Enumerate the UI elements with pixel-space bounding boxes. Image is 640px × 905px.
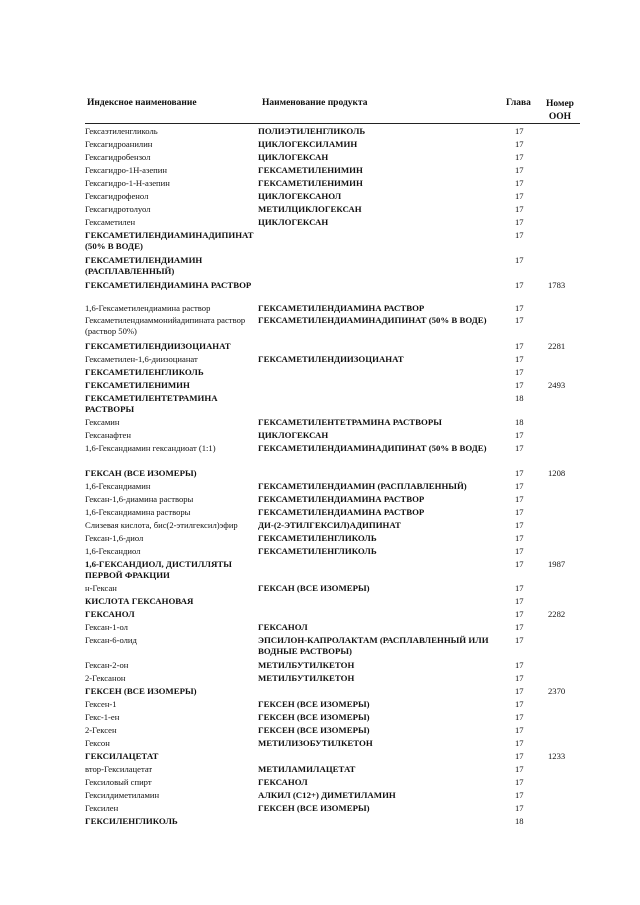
index-name-cell: Гексагидроанилин — [85, 139, 153, 149]
index-name-cell: Гексагидробензол — [85, 152, 151, 162]
table-row — [85, 217, 580, 230]
chapter-cell: 17 — [515, 152, 524, 162]
chapter-cell: 17 — [515, 468, 524, 478]
table-row — [85, 341, 580, 354]
product-name-cell: АЛКИЛ (С12+) ДИМЕТИЛАМИН — [258, 790, 396, 800]
chapter-cell: 17 — [515, 686, 524, 696]
index-name-cell: Гексагидро-1-Н-азепин — [85, 178, 170, 188]
chapter-cell: 17 — [515, 303, 524, 313]
un-number-cell: 2281 — [548, 341, 566, 351]
index-name-cell: Гексамин — [85, 417, 120, 427]
chapter-cell: 17 — [515, 217, 524, 227]
table-row — [85, 622, 580, 635]
index-name-cell: Гексиловый спирт — [85, 777, 152, 787]
product-name-cell: ГЕКСЕН (ВСЕ ИЗОМЕРЫ) — [258, 699, 370, 709]
product-name-cell: ГЕКСАМЕТИЛЕНИМИН — [258, 178, 363, 188]
chapter-cell: 17 — [515, 751, 524, 761]
table-row — [85, 673, 580, 686]
table-row — [85, 191, 580, 204]
product-name-cell: ЦИКЛОГЕКСАНОЛ — [258, 191, 342, 201]
table-row — [85, 583, 580, 596]
chapter-cell: 17 — [515, 533, 524, 543]
product-name-cell: ГЕКСАМЕТИЛЕНДИИЗОЦИАНАТ — [258, 354, 404, 364]
index-name-cell: Гексагидро-1Н-азепин — [85, 165, 167, 175]
product-name-cell: ЦИКЛОГЕКСАН — [258, 217, 329, 227]
product-name-cell: МЕТИЛБУТИЛКЕТОН — [258, 673, 355, 683]
product-name-cell: МЕТИЛЦИКЛОГЕКСАН — [258, 204, 362, 214]
index-name-cell: Гексаметилен-1,6-диизоцианат — [85, 354, 198, 364]
table-row — [85, 354, 580, 367]
table-row — [85, 533, 580, 546]
index-name-cell: ГЕКСИЛАЦЕТАТ — [85, 751, 159, 761]
product-name-cell: ГЕКСЕН (ВСЕ ИЗОМЕРЫ) — [258, 712, 370, 722]
chapter-cell: 17 — [515, 546, 524, 556]
table-row — [85, 559, 580, 583]
chapter-cell: 17 — [515, 635, 524, 645]
table-row — [85, 699, 580, 712]
index-name-cell: Гексилдиметиламин — [85, 790, 160, 800]
chapter-cell: 17 — [515, 230, 524, 240]
chapter-cell: 17 — [515, 725, 524, 735]
product-name-cell: ГЕКСАМЕТИЛЕНДИАМИН (РАСПЛАВЛЕННЫЙ) — [258, 481, 467, 491]
table-row — [85, 315, 580, 341]
table-row — [85, 635, 580, 660]
index-name-cell: Гексан-6-олид — [85, 635, 137, 645]
chapter-cell: 17 — [515, 354, 524, 364]
index-name-cell: 2-Гексен — [85, 725, 117, 735]
table-row — [85, 255, 580, 280]
table-row — [85, 546, 580, 559]
index-name-cell: Гексан-1,6-диамина растворы — [85, 494, 194, 504]
product-name-cell: ПОЛИЭТИЛЕНГЛИКОЛЬ — [258, 126, 366, 136]
product-name-cell: МЕТИЛБУТИЛКЕТОН — [258, 660, 355, 670]
product-name-cell: ГЕКСАМЕТИЛЕНДИАМИНА РАСТВОР — [258, 303, 425, 313]
un-number-cell: 1987 — [548, 559, 566, 569]
un-number-cell: 1783 — [548, 280, 566, 290]
index-name-cell: ГЕКСАМЕТИЛЕНДИАМИН (РАСПЛАВЛЕННЫЙ) — [85, 255, 203, 276]
chapter-cell: 17 — [515, 494, 524, 504]
chapter-cell: 17 — [515, 777, 524, 787]
un-number-cell: 1208 — [548, 468, 566, 478]
product-name-cell: ГЕКСАМЕТИЛЕНДИАМИНАДИПИНАТ (50% В ВОДЕ) — [258, 315, 487, 325]
table-row — [85, 468, 580, 481]
chapter-cell: 17 — [515, 803, 524, 813]
table-row — [85, 417, 580, 430]
chapter-cell: 17 — [515, 255, 524, 265]
chapter-cell: 17 — [515, 430, 524, 440]
product-name-cell: ЦИКЛОГЕКСАН — [258, 430, 329, 440]
product-name-cell: ГЕКСЕН (ВСЕ ИЗОМЕРЫ) — [258, 725, 370, 735]
index-name-cell: втор-Гексилацетат — [85, 764, 153, 774]
table-row — [85, 204, 580, 217]
chapter-cell: 17 — [515, 507, 524, 517]
chapter-cell: 17 — [515, 341, 524, 351]
chapter-cell: 17 — [515, 380, 524, 390]
table-row — [85, 660, 580, 673]
table-row — [85, 596, 580, 609]
table-header — [85, 96, 580, 126]
chapter-cell: 18 — [515, 393, 524, 403]
table-row — [85, 777, 580, 790]
table-row — [85, 165, 580, 178]
table-row — [85, 609, 580, 622]
chapter-cell: 17 — [515, 367, 524, 377]
index-name-cell: ГЕКСАМЕТИЛЕНГЛИКОЛЬ — [85, 367, 204, 377]
table-row — [85, 725, 580, 738]
table-row — [85, 280, 580, 303]
table-row — [85, 380, 580, 393]
product-name-cell: ГЕКСАНОЛ — [258, 622, 308, 632]
product-name-cell: ГЕКСАМЕТИЛЕНИМИН — [258, 165, 363, 175]
index-name-cell: Гексан-1,6-диол — [85, 533, 144, 543]
chapter-cell: 17 — [515, 660, 524, 670]
product-name-cell: ГЕКСАМЕТИЛЕНДИАМИНА РАСТВОР — [258, 494, 425, 504]
table-row — [85, 178, 580, 191]
index-name-cell: 1,6-Гександиол — [85, 546, 141, 556]
table-row — [85, 764, 580, 777]
header-index-name: Индексное наименование — [87, 98, 197, 108]
index-name-cell: Слизевая кислота, бис(2-этилгексил)эфир — [85, 520, 238, 530]
index-name-cell: Гексагидрофенол — [85, 191, 149, 201]
index-name-cell: Гексаметилен — [85, 217, 136, 227]
index-name-cell: н-Гексан — [85, 583, 117, 593]
product-name-cell: ГЕКСАМЕТИЛЕНГЛИКОЛЬ — [258, 533, 377, 543]
index-name-cell: Гекс-1-ен — [85, 712, 120, 722]
header-divider — [85, 123, 580, 124]
table-row — [85, 367, 580, 380]
chapter-cell: 17 — [515, 178, 524, 188]
un-number-cell: 1233 — [548, 751, 566, 761]
chapter-cell: 17 — [515, 596, 524, 606]
index-name-cell: ГЕКСАНОЛ — [85, 609, 135, 619]
header-un-number: Номер ООН — [546, 99, 574, 122]
index-name-cell: ГЕКСЕН (ВСЕ ИЗОМЕРЫ) — [85, 686, 197, 696]
table-row — [85, 507, 580, 520]
index-name-cell: Гексаметилендиаммонийадипината раствор (раствор 50%) — [85, 315, 246, 336]
chapter-cell: 17 — [515, 622, 524, 632]
index-name-cell: 2-Гексанон — [85, 673, 126, 683]
chapter-cell: 17 — [515, 609, 524, 619]
chapter-cell: 17 — [515, 139, 524, 149]
table-row — [85, 230, 580, 255]
index-name-cell: Гексен-1 — [85, 699, 117, 709]
chapter-cell: 17 — [515, 520, 524, 530]
chapter-cell: 17 — [515, 559, 524, 569]
index-name-cell: 1,6-Гександиамин — [85, 481, 151, 491]
product-name-cell: ГЕКСАМЕТИЛЕНГЛИКОЛЬ — [258, 546, 377, 556]
chapter-cell: 17 — [515, 443, 524, 453]
index-name-cell: Гексаэтиленгликоль — [85, 126, 158, 136]
table-row — [85, 393, 580, 417]
table-row — [85, 712, 580, 725]
product-name-cell: ГЕКСЕН (ВСЕ ИЗОМЕРЫ) — [258, 803, 370, 813]
chapter-cell: 17 — [515, 673, 524, 683]
index-name-cell: ГЕКСАМЕТИЛЕНДИАМИНАДИПИНАТ (50% В ВОДЕ) — [85, 230, 254, 251]
index-name-cell: ГЕКСАН (ВСЕ ИЗОМЕРЫ) — [85, 468, 197, 478]
index-name-cell: 1,6-Гександиамина растворы — [85, 507, 191, 517]
index-name-cell: Гексагидротолуол — [85, 204, 151, 214]
header-product-name: Наименование продукта — [262, 98, 368, 108]
table-row — [85, 751, 580, 764]
table-row — [85, 494, 580, 507]
table-row — [85, 738, 580, 751]
un-number-cell: 2282 — [548, 609, 566, 619]
table-row — [85, 686, 580, 699]
product-name-cell: МЕТИЛАМИЛАЦЕТАТ — [258, 764, 356, 774]
chemical-index-table — [85, 96, 580, 829]
chapter-cell: 17 — [515, 204, 524, 214]
product-name-cell: ЭПСИЛОН-КАПРОЛАКТАМ (РАСПЛАВЛЕННЫЙ ИЛИ ВОДНЫЕ РАСТВОРЫ) — [258, 635, 489, 656]
chapter-cell: 17 — [515, 191, 524, 201]
chapter-cell: 17 — [515, 481, 524, 491]
index-name-cell: ГЕКСАМЕТИЛЕНДИАМИНА РАСТВОР — [85, 280, 252, 290]
un-number-cell: 2370 — [548, 686, 566, 696]
table-row — [85, 520, 580, 533]
product-name-cell: ЦИКЛОГЕКСАН — [258, 152, 329, 162]
un-number-cell: 2493 — [548, 380, 566, 390]
index-name-cell: Гексан-1-ол — [85, 622, 128, 632]
index-name-cell: КИСЛОТА ГЕКСАНОВАЯ — [85, 596, 194, 606]
table-row — [85, 303, 580, 315]
chapter-cell: 18 — [515, 417, 524, 427]
product-name-cell: ДИ-(2-ЭТИЛГЕКСИЛ)АДИПИНАТ — [258, 520, 401, 530]
product-name-cell: ГЕКСАМЕТИЛЕНДИАМИНАДИПИНАТ (50% В ВОДЕ) — [258, 443, 487, 453]
table-body — [85, 126, 580, 829]
table-row — [85, 126, 580, 139]
table-row — [85, 816, 580, 829]
chapter-cell: 17 — [515, 280, 524, 290]
product-name-cell: ЦИКЛОГЕКСИЛАМИН — [258, 139, 358, 149]
product-name-cell: ГЕКСАНОЛ — [258, 777, 308, 787]
table-row — [85, 481, 580, 494]
chapter-cell: 17 — [515, 699, 524, 709]
table-row — [85, 443, 580, 468]
index-name-cell: Гексон — [85, 738, 110, 748]
index-name-cell: Гексан-2-он — [85, 660, 129, 670]
product-name-cell: ГЕКСАМЕТИЛЕНДИАМИНА РАСТВОР — [258, 507, 425, 517]
chapter-cell: 18 — [515, 816, 524, 826]
chapter-cell: 17 — [515, 764, 524, 774]
product-name-cell: ГЕКСАН (ВСЕ ИЗОМЕРЫ) — [258, 583, 370, 593]
chapter-cell: 17 — [515, 738, 524, 748]
header-chapter: Глава — [506, 98, 531, 108]
index-name-cell: 1,6-Гександиамин гександиоат (1:1) — [85, 443, 216, 453]
table-row — [85, 139, 580, 152]
chapter-cell: 17 — [515, 126, 524, 136]
chapter-cell: 17 — [515, 712, 524, 722]
table-row — [85, 152, 580, 165]
index-name-cell: Гексанафтен — [85, 430, 131, 440]
chapter-cell: 17 — [515, 583, 524, 593]
chapter-cell: 17 — [515, 790, 524, 800]
product-name-cell: МЕТИЛИЗОБУТИЛКЕТОН — [258, 738, 373, 748]
index-name-cell: ГЕКСАМЕТИЛЕНДИИЗОЦИАНАТ — [85, 341, 231, 351]
index-name-cell: ГЕКСАМЕТИЛЕНТЕТРАМИНА РАСТВОРЫ — [85, 393, 218, 414]
chapter-cell: 17 — [515, 315, 524, 325]
table-row — [85, 803, 580, 816]
product-name-cell: ГЕКСАМЕТИЛЕНТЕТРАМИНА РАСТВОРЫ — [258, 417, 442, 427]
table-row — [85, 790, 580, 803]
index-name-cell: ГЕКСИЛЕНГЛИКОЛЬ — [85, 816, 178, 826]
index-name-cell: ГЕКСАМЕТИЛЕНИМИН — [85, 380, 190, 390]
table-row — [85, 430, 580, 443]
index-name-cell: Гексилен — [85, 803, 119, 813]
chapter-cell: 17 — [515, 165, 524, 175]
index-name-cell: 1,6-Гексаметилендиамина раствор — [85, 303, 211, 313]
index-name-cell: 1,6-ГЕКСАНДИОЛ, ДИСТИЛЛЯТЫ ПЕРВОЙ ФРАКЦИИ — [85, 559, 232, 580]
